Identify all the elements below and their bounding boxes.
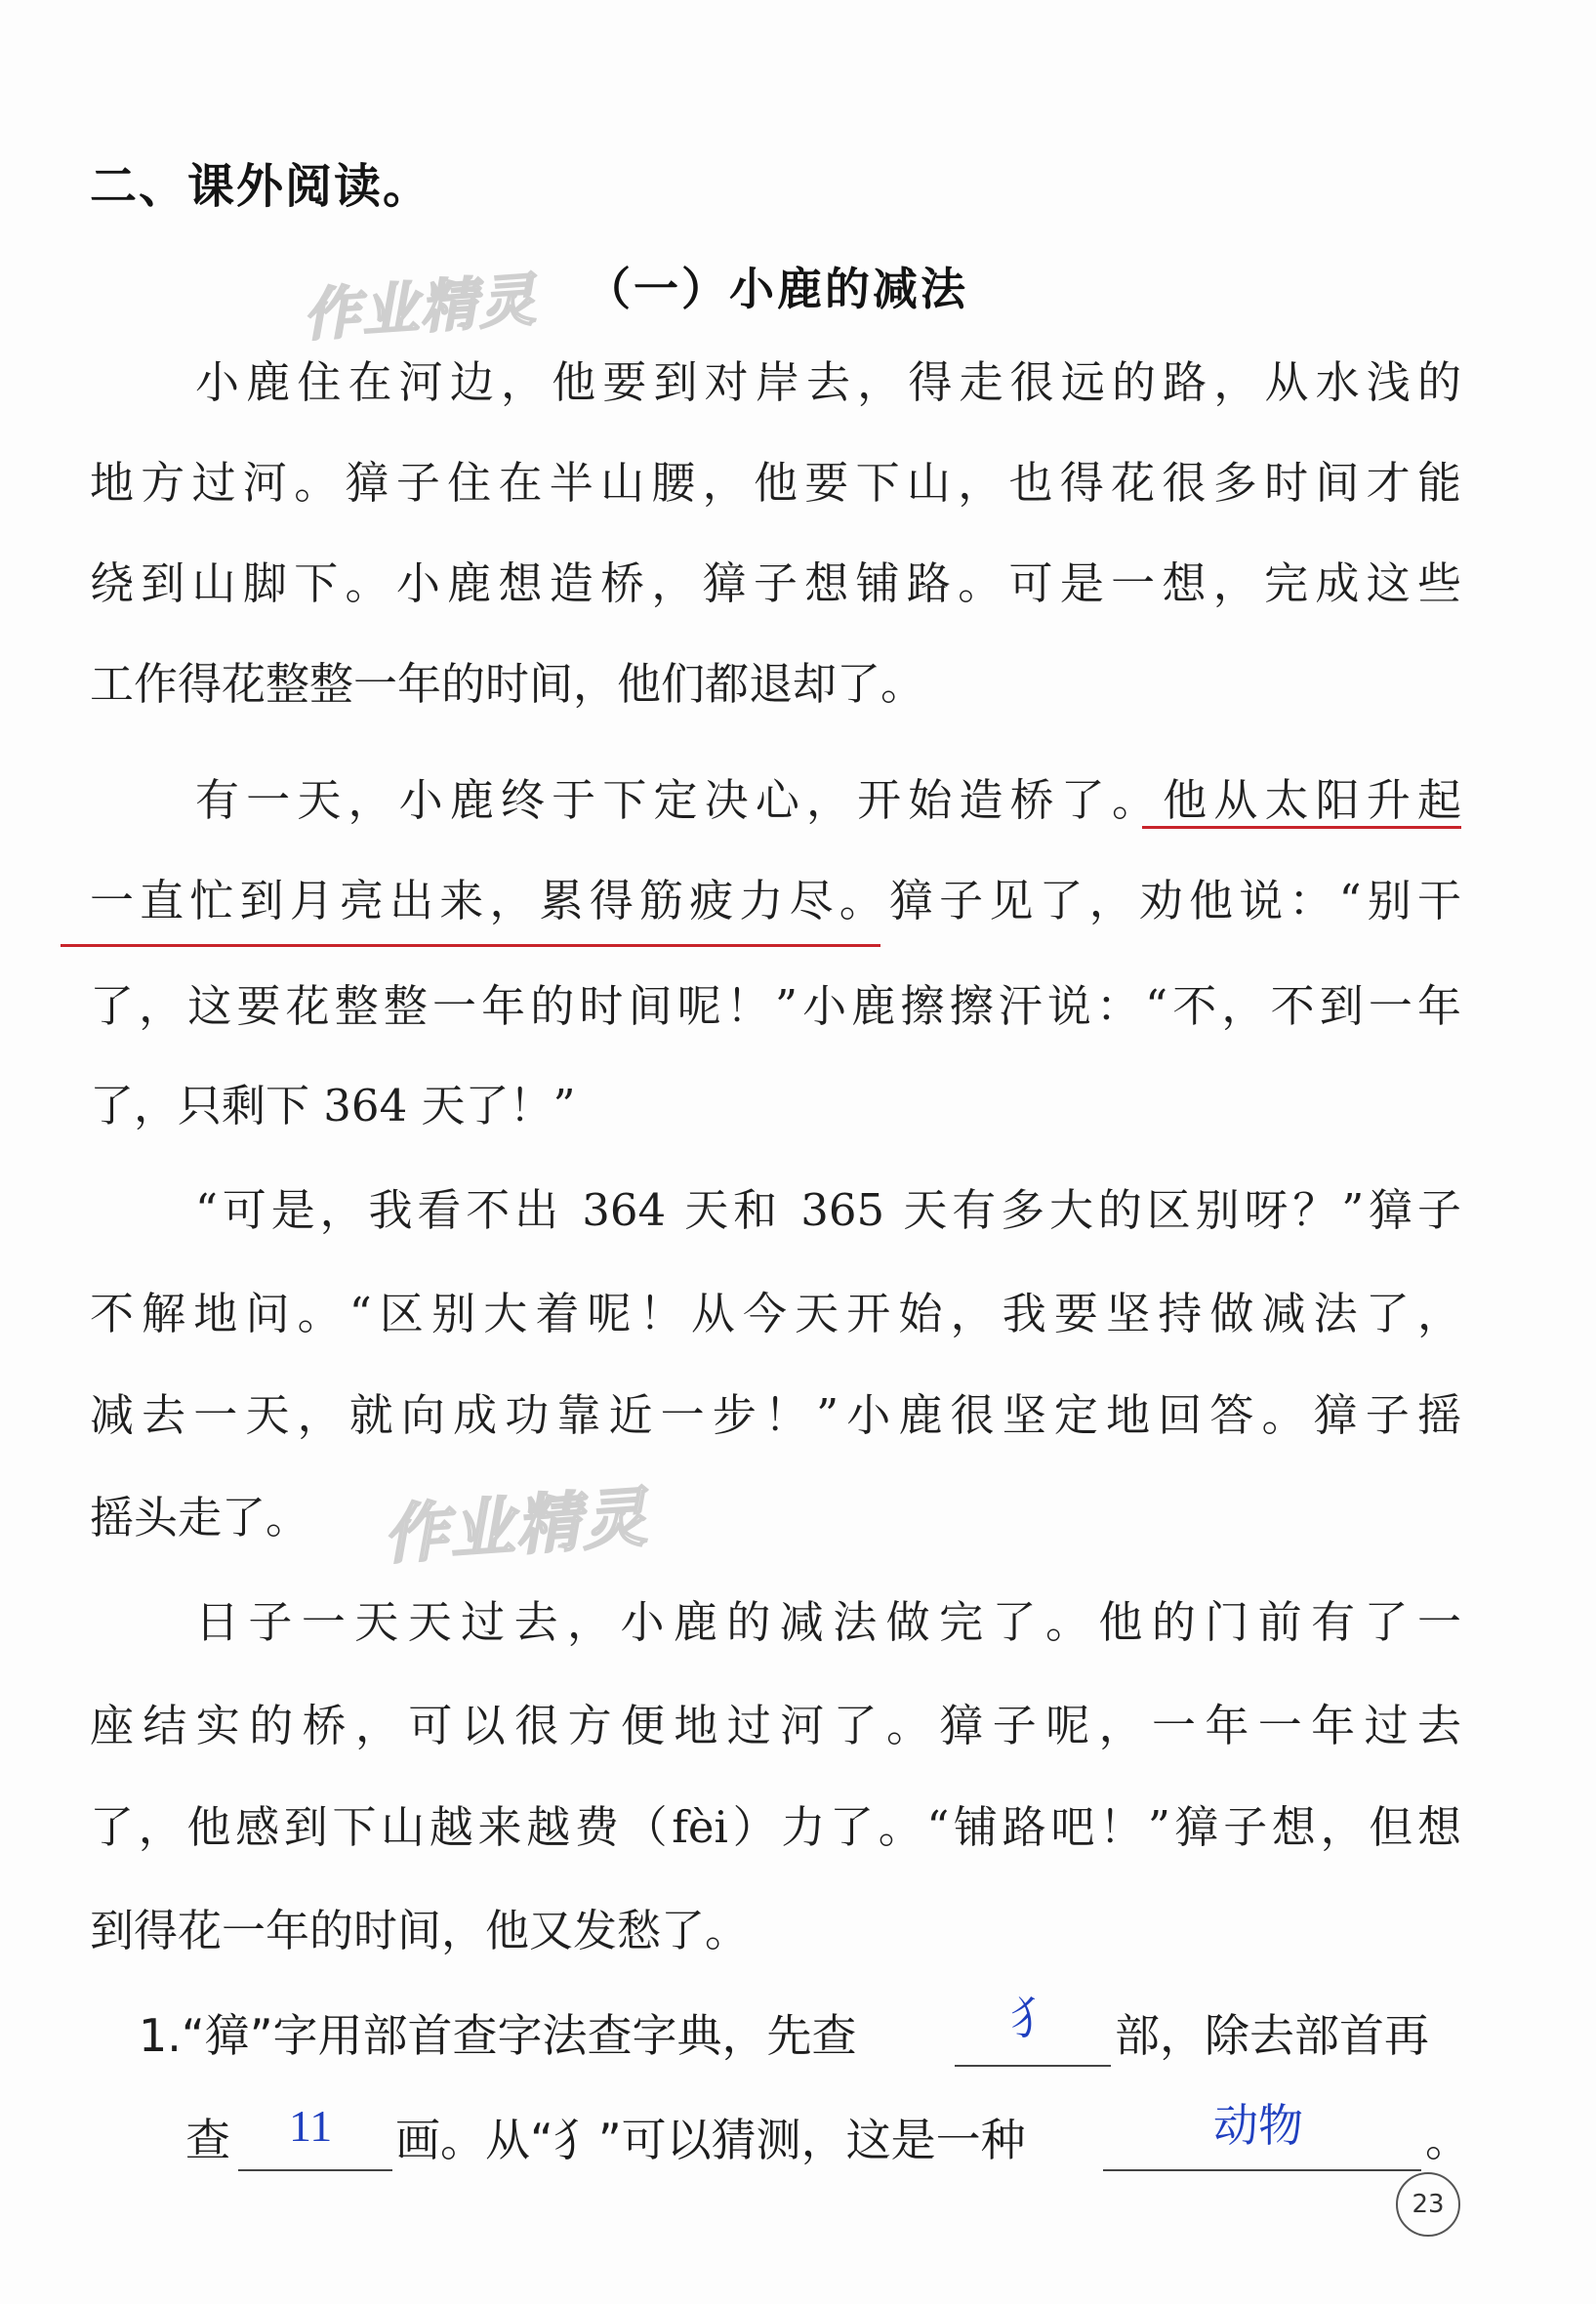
paragraph-1-line-3: 绕到山脚下。小鹿想造桥，獐子想铺路。可是一想，完成这些 — [90, 557, 1461, 609]
underlined-sentence-part-2: 一直忙到月亮出来，累得筋疲力尽。 — [90, 875, 889, 926]
question-1-text-a: 1.“獐”字用部首查字法查字典，先查 — [139, 2009, 857, 2062]
paragraph-3-line-2: 不解地问。“区别大着呢！从今天开始，我要坚持做减法了， — [90, 1288, 1461, 1339]
section-title: 二、课外阅读。 — [90, 159, 432, 214]
paragraph-4-line-3: 了，他感到下山越来越费（fèi）力了。“铺路吧！”獐子想，但想 — [90, 1801, 1461, 1853]
question-1-text-c: 查 — [185, 2114, 230, 2166]
question-1-text-e: 。 — [1425, 2114, 1470, 2166]
paragraph-1-line-2: 地方过河。獐子住在半山腰，他要下山，也得花很多时间才能 — [90, 457, 1461, 509]
watermark-logo-2: 作业精灵 — [381, 1479, 651, 1574]
page-number: 23 — [1396, 2172, 1460, 2237]
underlined-sentence-part-1: 他从太阳升起 — [1163, 774, 1461, 826]
red-underline-2 — [61, 944, 880, 947]
question-1-text-d: 画。从“犭”可以猜测，这是一种 — [395, 2114, 1026, 2166]
answer-strokes: 11 — [289, 2101, 333, 2151]
paragraph-3-line-4: 摇头走了。 — [90, 1492, 310, 1543]
paragraph-4-line-2: 座结实的桥，可以很方便地过河了。獐子呢，一年一年过去 — [90, 1700, 1461, 1751]
paragraph-3-line-3: 减去一天，就向成功靠近一步！”小鹿很坚定地回答。獐子摇 — [90, 1389, 1461, 1441]
paragraph-4-line-1: 日子一天天过去，小鹿的减法做完了。他的门前有了一 — [195, 1596, 1461, 1648]
answer-category: 动物 — [1213, 2101, 1303, 2151]
paragraph-2-line-1-plain: 有一天，小鹿终于下定决心，开始造桥了。 — [195, 774, 1164, 826]
red-underline-1 — [1142, 826, 1461, 829]
answer-radical: 犭 — [1010, 1994, 1055, 2043]
paragraph-2-line-1 — [195, 771, 1461, 830]
story-title: （一）小鹿的减法 — [586, 263, 968, 315]
paragraph-2-line-4: 了，只剩下 364 天了！” — [90, 1080, 576, 1131]
paragraph-3-line-1: “可是，我看不出 364 天和 365 天有多大的区别呀？”獐子 — [195, 1184, 1461, 1236]
paragraph-2-line-2-plain: 獐子见了，劝他说：“别干 — [888, 875, 1461, 926]
paragraph-1-line-1: 小鹿住在河边，他要到对岸去，得走很远的路，从水浅的 — [195, 356, 1461, 408]
paragraph-2-line-3: 了，这要花整整一年的时间呢！”小鹿擦擦汗说：“不，不到一年 — [90, 980, 1461, 1032]
watermark-logo: 作业精灵 — [301, 266, 540, 350]
paragraph-2-line-2 — [90, 872, 1461, 930]
paragraph-4-line-4: 到得花一年的时间，他又发愁了。 — [90, 1905, 750, 1956]
question-1-text-b: 部，除去部首再 — [1115, 2009, 1429, 2062]
paragraph-1-line-4: 工作得花整整一年的时间，他们都退却了。 — [90, 658, 925, 710]
